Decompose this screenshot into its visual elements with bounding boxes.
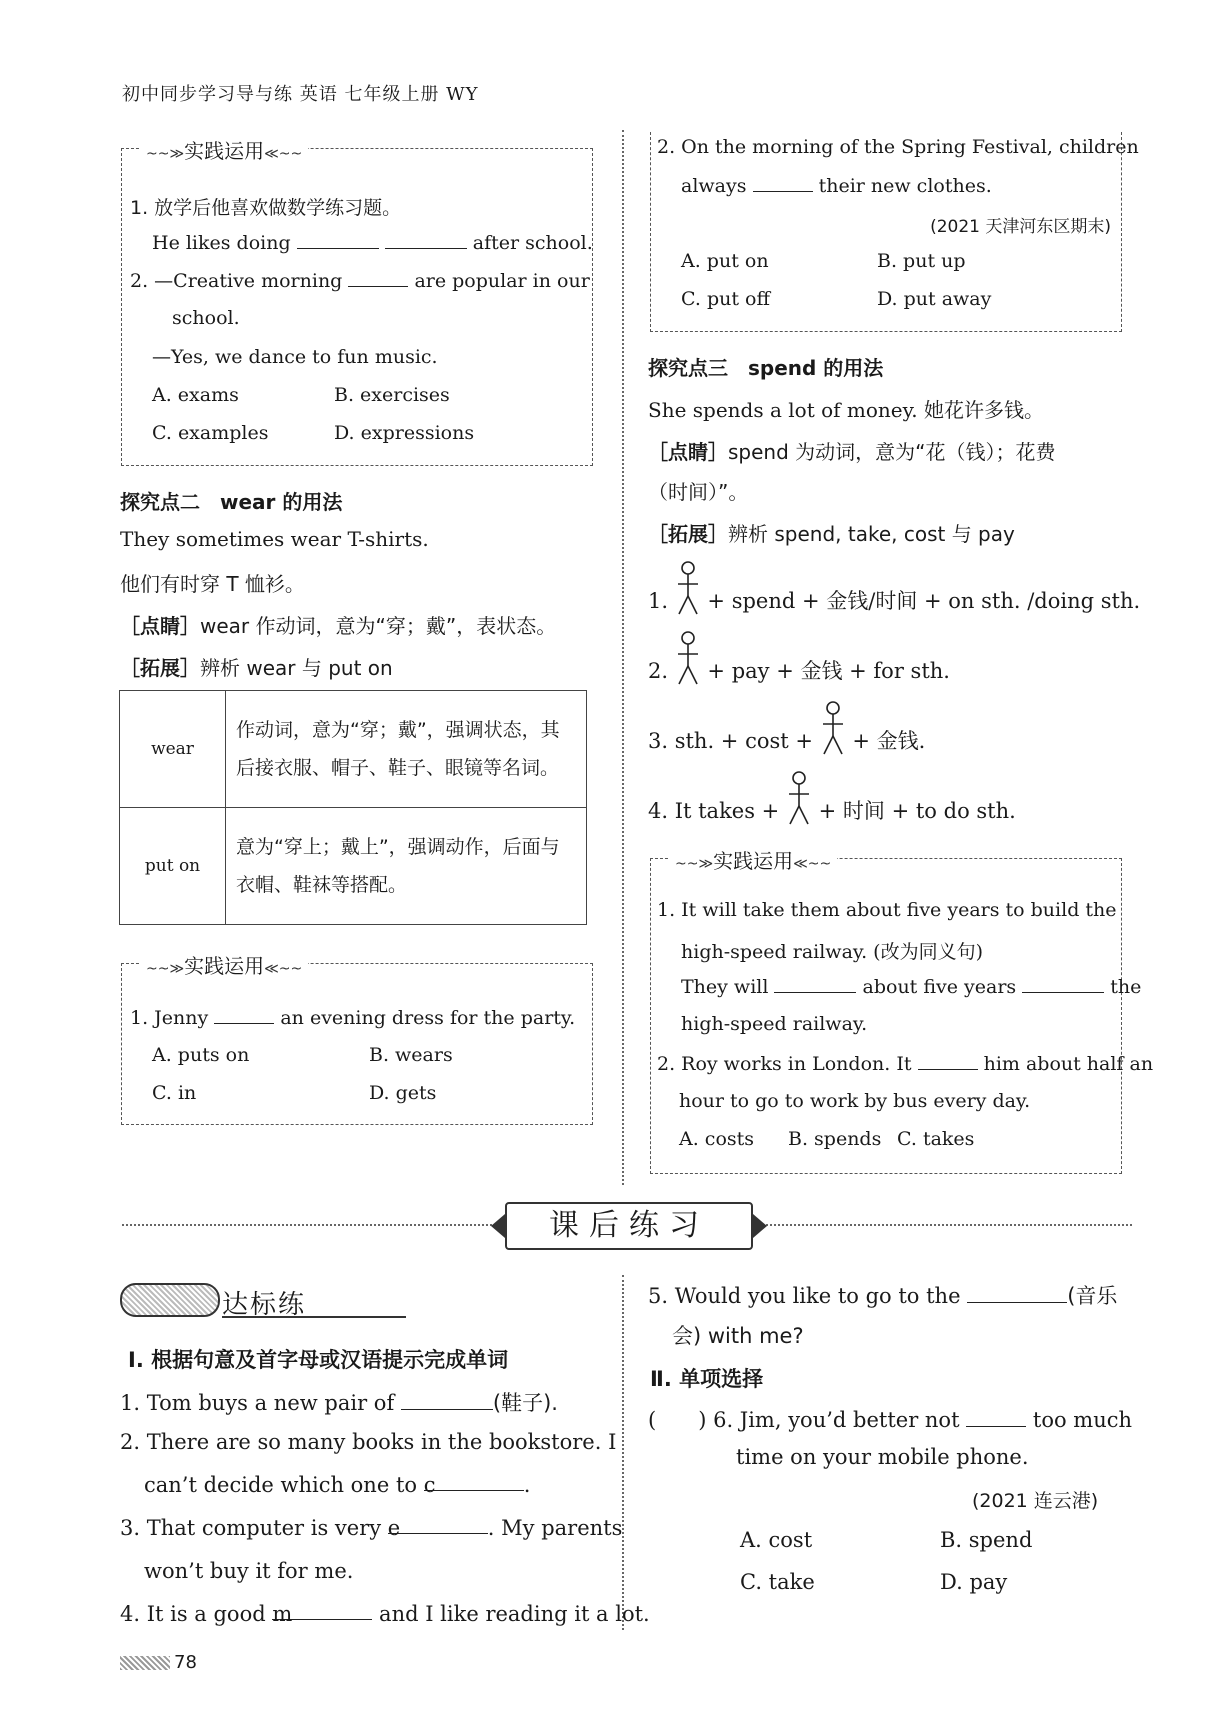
point2-example-en: They sometimes wear T-shirts. (120, 527, 429, 551)
page-header: 初中同步学习导与练 英语 七年级上册 WY (122, 84, 479, 105)
formula-1: 1. + spend + 金钱/时间 + on sth. /doing sth. (648, 560, 1140, 616)
person-icon (820, 700, 846, 756)
ex-q2-line1: 2. There are so many books in the bookstore. I (120, 1430, 617, 1454)
point3-extension: ［拓展］辨析 spend, take, cost 与 pay (648, 522, 1015, 546)
table-value: 意为“穿上；戴上”，强调动作，后面与 衣帽、鞋袜等搭配。 (226, 808, 587, 925)
source-note: (2021 天津河东区期末) (930, 217, 1111, 237)
q1-line: 1. Jenny an evening dress for the party. (130, 1007, 576, 1029)
practice-box-title: ~~≫实践运用≪~~ (140, 950, 308, 979)
option-c: C. takes (897, 1128, 975, 1150)
blank[interactable] (401, 1392, 493, 1410)
option-a: A. puts on (152, 1044, 250, 1066)
person-icon (675, 560, 701, 616)
blank[interactable] (385, 231, 467, 249)
option-c: C. in (152, 1082, 197, 1104)
q1-line3: They will about five years the (681, 976, 1142, 998)
blank[interactable] (918, 1052, 978, 1070)
option-b: B. wears (369, 1044, 453, 1066)
point2-extension: ［拓展］辨析 wear 与 put on (120, 656, 393, 680)
section1-heading: Ⅰ. 根据句意及首字母或汉语提示完成单词 (128, 1348, 509, 1372)
ex-q5-line2: 会) with me? (672, 1324, 804, 1348)
q2-line1: 2. Roy works in London. It him about half an (657, 1053, 1154, 1075)
ex-q2-line2: can’t decide which one to c . (144, 1473, 531, 1497)
formula-3: 3. sth. + cost + + 金钱. (648, 700, 925, 756)
q1-line2: high-speed railway. (改为同义句) (681, 941, 984, 963)
point2-example-cn: 他们有时穿 T 恤衫。 (120, 572, 305, 596)
banner-arrow-right-icon (753, 1214, 767, 1238)
option-a: A. costs (679, 1128, 755, 1150)
point3-tip-line2: （时间）”。 (648, 480, 749, 504)
ex-q6-source: (2021 连云港) (972, 1490, 1099, 1512)
option-a: A. exams (152, 384, 239, 406)
comparison-table (119, 690, 587, 925)
blank[interactable] (214, 1006, 274, 1024)
blank[interactable] (753, 174, 813, 192)
blank[interactable]: m (272, 1602, 372, 1620)
q1-line1: 1. It will take them about five years to build the (657, 899, 1117, 921)
blank[interactable] (774, 975, 856, 993)
practice-box-continued (650, 132, 1139, 332)
q2-line1: 2. On the morning of the Spring Festival, children (657, 136, 1139, 158)
point2-heading: 探究点二 wear 的用法 (120, 490, 343, 514)
footer-hatch-icon (120, 1656, 170, 1670)
q2-line2: hour to go to work by bus every day. (679, 1090, 1031, 1112)
ex-q3-line2: won’t buy it for me. (144, 1559, 354, 1583)
column-divider (622, 130, 624, 1185)
ex-q6-option-b: B. spend (940, 1528, 1033, 1552)
person-icon (675, 630, 701, 686)
page-number: 78 (174, 1652, 197, 1673)
ex-q6-option-a: A. cost (740, 1528, 813, 1552)
person-icon (786, 770, 812, 826)
option-b: B. put up (877, 250, 966, 272)
ex-q4: 4. It is a good m and I like reading it a lot. (120, 1602, 650, 1626)
ex-q1: 1. Tom buys a new pair of (鞋子). (120, 1391, 558, 1415)
option-d: D. expressions (334, 422, 475, 444)
ex-q6-line1: ( ) 6. Jim, you’d better not too much (648, 1408, 1133, 1432)
blank[interactable] (348, 269, 408, 287)
formula-2: 2. + pay + 金钱 + for sth. (648, 630, 950, 686)
table-key: put on (120, 808, 226, 925)
option-b: B. exercises (334, 384, 450, 406)
ex-q5-line1: 5. Would you like to go to the (音乐 (648, 1284, 1118, 1308)
q2-line2: school. (172, 307, 240, 329)
blank[interactable] (967, 1285, 1067, 1303)
option-a: A. put on (681, 250, 769, 272)
formula-4: 4. It takes + + 时间 + to do sth. (648, 770, 1016, 826)
option-d: D. put away (877, 288, 992, 310)
option-c: C. put off (681, 288, 770, 310)
point3-example: She spends a lot of money. 她花许多钱。 (648, 398, 1044, 422)
point3-tip-line1: ［点睛］spend 为动词，意为“花（钱）；花费 (648, 440, 1056, 464)
blank[interactable]: c (424, 1473, 524, 1491)
ex-q6-line2: time on your mobile phone. (736, 1445, 1029, 1469)
ex-q6-option-d: D. pay (940, 1570, 1008, 1594)
table-value: 作动词，意为“穿；戴”，强调状态，其 后接衣服、帽子、鞋子、眼镜等名词。 (226, 691, 587, 808)
badge-label: 达标练 (222, 1290, 307, 1320)
table-row (120, 808, 587, 925)
answer-bracket[interactable]: ( ) (648, 1408, 707, 1432)
q1-answer-line: He likes doing after school. (152, 232, 593, 254)
practice-box-title: ~~≫实践运用≪~~ (140, 135, 308, 164)
table-key: wear (120, 691, 226, 808)
q2-line2: always their new clothes. (681, 175, 992, 197)
section-banner: 课后练习 (505, 1202, 753, 1250)
blank[interactable] (297, 231, 379, 249)
blank[interactable]: e (388, 1516, 488, 1534)
q1-line4: high-speed railway. (681, 1013, 868, 1035)
ex-q3-line1: 3. That computer is very e . My parents (120, 1516, 623, 1540)
practice-box-title: ~~≫实践运用≪~~ (669, 845, 837, 874)
badge-underline (222, 1316, 406, 1318)
option-d: D. gets (369, 1082, 437, 1104)
section2-heading: Ⅱ. 单项选择 (650, 1367, 764, 1391)
table-row (120, 691, 587, 808)
q2-line3: —Yes, we dance to fun music. (152, 346, 438, 368)
ex-q6-option-c: C. take (740, 1570, 815, 1594)
practice-box-2 (121, 954, 593, 1125)
option-b: B. spends (788, 1128, 882, 1150)
q1-stem: 1. 放学后他喜欢做数学练习题。 (130, 197, 402, 219)
q2-line1: 2. —Creative morning are popular in our (130, 270, 590, 292)
blank[interactable] (1022, 975, 1104, 993)
column-divider-lower (622, 1275, 624, 1630)
blank[interactable] (966, 1409, 1026, 1427)
practice-box-1 (121, 139, 593, 466)
banner-arrow-left-icon (491, 1214, 505, 1238)
point3-heading: 探究点三 spend 的用法 (648, 356, 884, 380)
page-footer (120, 1652, 197, 1673)
badge-icon (120, 1283, 220, 1317)
practice-box-3 (650, 849, 1154, 1174)
point2-tip: ［点睛］wear 作动词，意为“穿；戴”，表状态。 (120, 614, 557, 638)
option-c: C. examples (152, 422, 269, 444)
